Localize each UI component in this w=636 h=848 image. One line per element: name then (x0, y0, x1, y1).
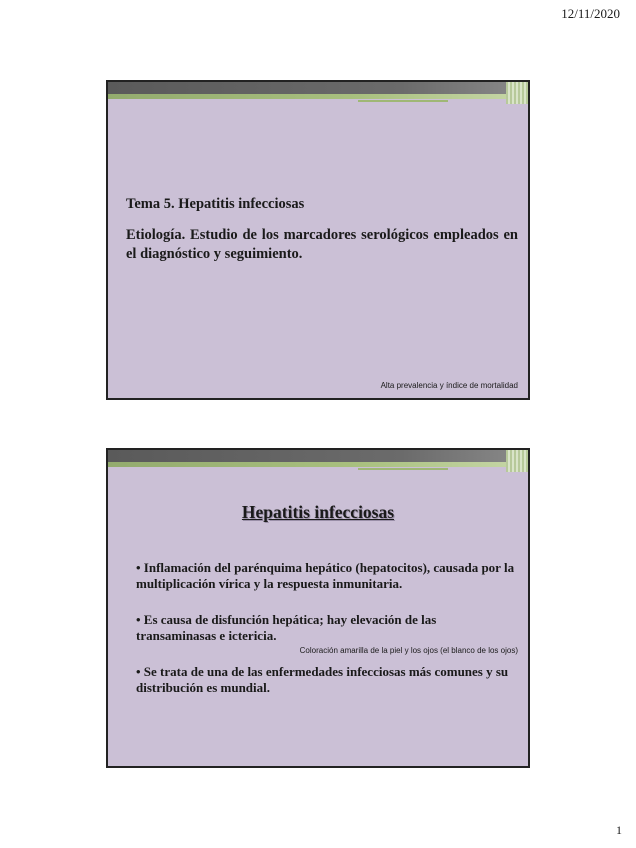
page-number: 1 (616, 823, 622, 837)
slide-2-note: Coloración amarilla de la piel y los ojos (el blanco de los ojos) (299, 646, 518, 655)
page-date: 12/11/2020 (561, 6, 620, 21)
slide-1-topic: Tema 5. Hepatitis infecciosas (126, 196, 305, 212)
slide-1-subtitle: Etiología. Estudio de los marcadores serológicos empleados en el diagnóstico y seguimiento. (126, 227, 518, 262)
slide-2 (106, 448, 530, 768)
bullet-point: • Inflamación del parénquima hepático (hepatocitos), causada por la multiplicación vírica y la respuesta inmunitaria. (136, 560, 515, 591)
slide-header-band (108, 450, 528, 470)
slide-1-note: Alta prevalencia y índice de mortalidad (380, 381, 518, 390)
slide-1 (106, 80, 530, 400)
bullet-point: • Es causa de disfunción hepática; hay elevación de las transaminasas e ictericia. (136, 612, 437, 643)
slide-2-title: Hepatitis infecciosas (241, 502, 395, 522)
bullet-point: • Se trata de una de las enfermedades infecciosas más comunes y su distribución es mundial. (136, 664, 509, 695)
slide-header-band (108, 82, 528, 102)
